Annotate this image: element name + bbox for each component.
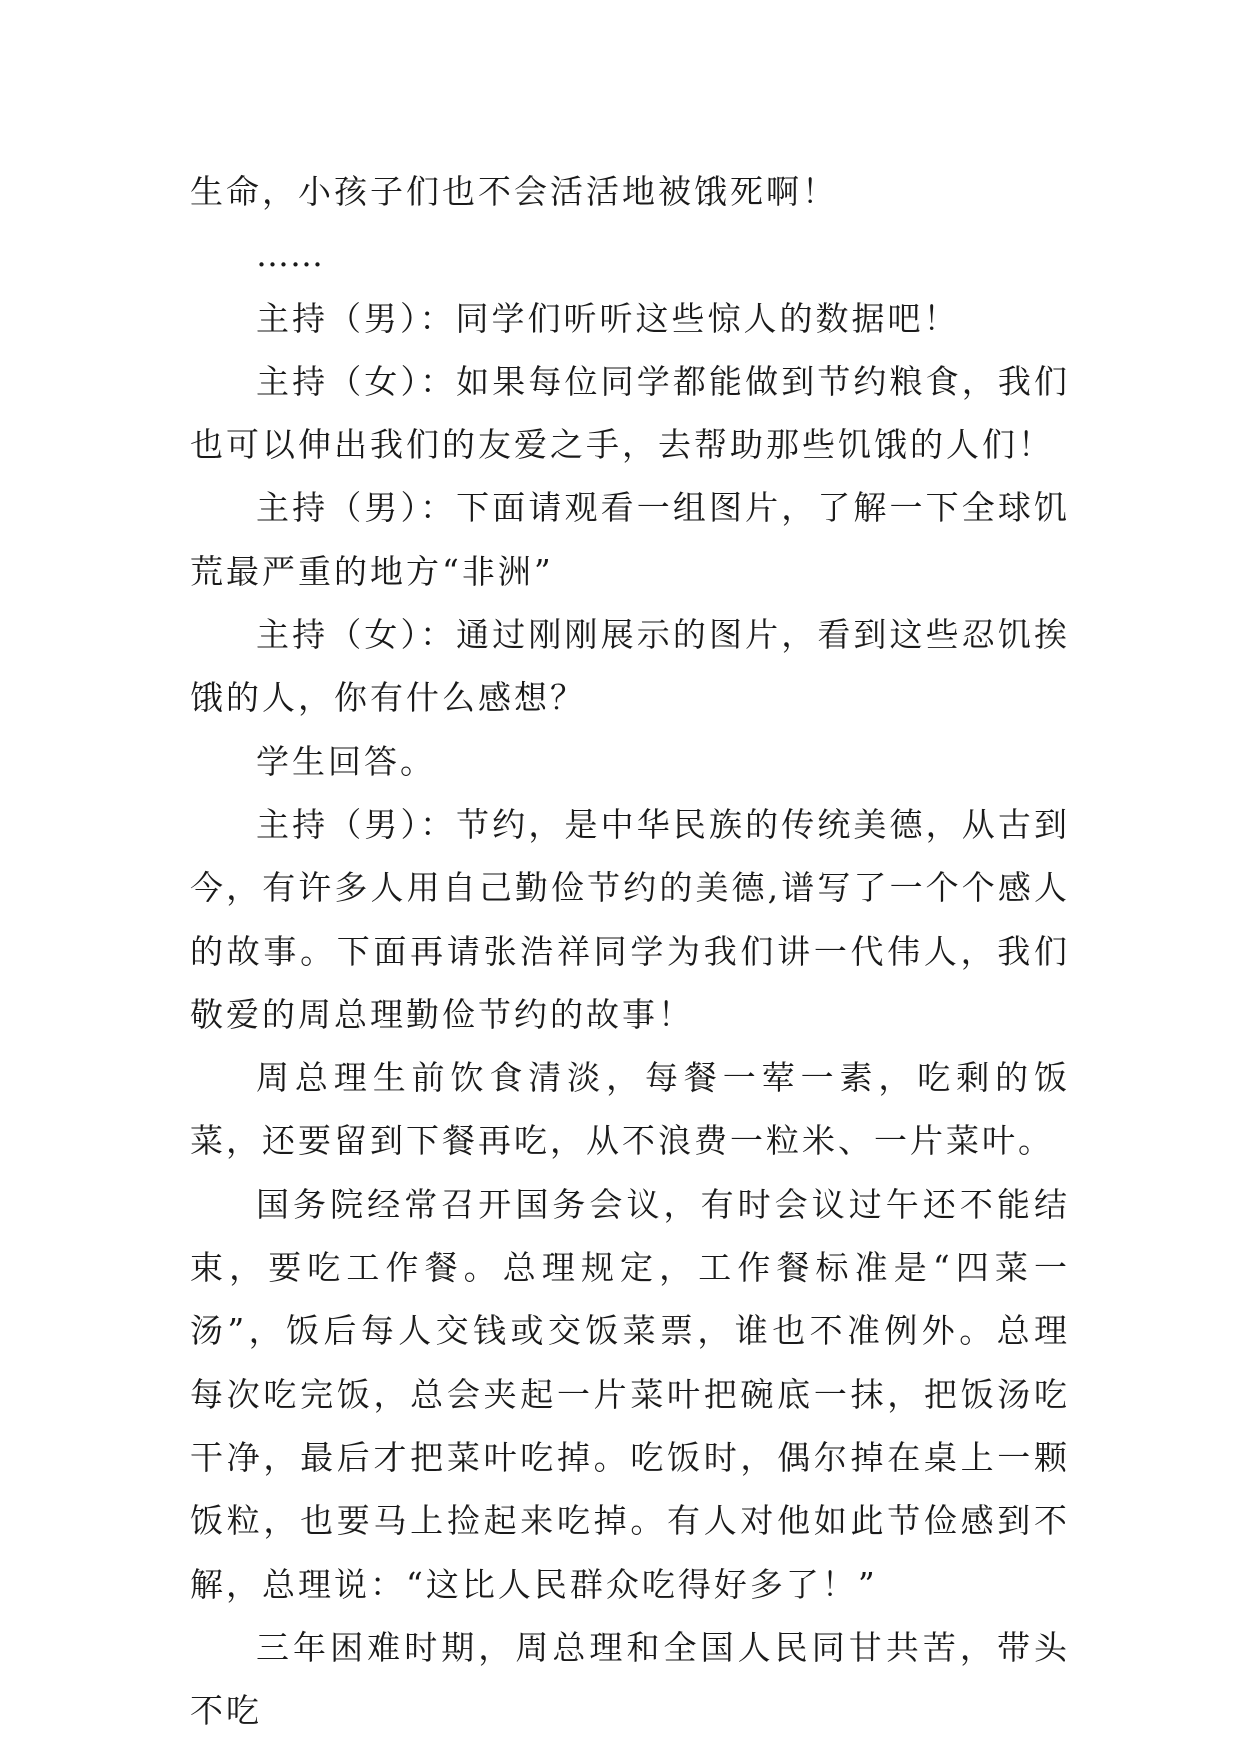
paragraph-story-2: 国务院经常召开国务会议，有时会议过午还不能结束，要吃工作餐。总理规定，工作餐标准是“四菜一汤”，饭后每人交钱或交饭菜票，谁也不准例外。总理每次吃完饭，总会夹起一片菜叶把碗底一抹，把饭汤吃干净，最后才把菜叶吃掉。吃饭时，偶尔掉在桌上一颗饭粒，也要马上捡起来吃掉。有人对他如此节俭感到不解，总理说：“这比人民群众吃得好多了！” — [190, 1184, 1070, 1604]
paragraph-student-answer: 学生回答。 — [256, 741, 436, 781]
paragraph-host-male-3: 主持（男）：节约，是中华民族的传统美德，从古到今，有许多人用自己勤俭节约的美德,谱写了一个个感人的故事。下面再请张浩祥同学为我们讲一代伟人，我们敬爱的周总理勤俭节约的故事！ — [190, 804, 1070, 1034]
paragraph-host-male-1: 主持（男）：同学们听听这些惊人的数据吧！ — [256, 298, 960, 338]
paragraph-continuation: 生命，小孩子们也不会活活地被饿死啊！ — [190, 172, 838, 211]
paragraph-story-3: 三年困难时期，周总理和全国人民同甘共苦，带头不吃 — [190, 1627, 1070, 1731]
body-text — [190, 160, 1070, 1742]
paragraph-host-male-2: 主持（男）：下面请观看一组图片，了解一下全球饥荒最严重的地方“非洲” — [190, 488, 1070, 591]
paragraph-host-female-2: 主持（女）：通过刚刚展示的图片，看到这些忍饥挨饿的人，你有什么感想？ — [190, 615, 1070, 718]
paragraph-story-1: 周总理生前饮食清淡，每餐一荤一素，吃剩的饭菜，还要留到下餐再吃，从不浪费一粒米、一片菜叶。 — [190, 1058, 1070, 1161]
paragraph-ellipsis: …… — [256, 235, 324, 275]
paragraph-host-female-1: 主持（女）：如果每位同学都能做到节约粮食，我们也可以伸出我们的友爱之手，去帮助那些饥饿的人们！ — [190, 361, 1070, 465]
